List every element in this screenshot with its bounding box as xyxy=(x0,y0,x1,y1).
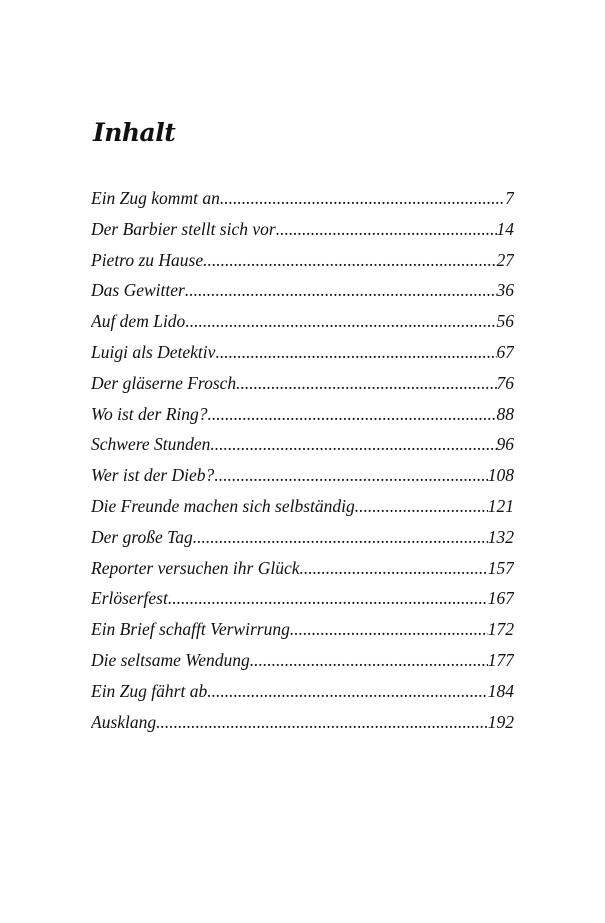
toc-entry-page: 167 xyxy=(487,588,514,609)
toc-entry-page: 172 xyxy=(487,619,514,640)
toc-entry-page: 192 xyxy=(487,711,514,732)
toc-entry-page: 88 xyxy=(496,403,514,424)
toc-entry xyxy=(91,373,514,404)
dot-leader xyxy=(236,373,496,394)
dot-leader xyxy=(215,342,496,363)
toc-entry-page: 121 xyxy=(487,495,514,516)
toc-entry-title: Der gläserne Frosch xyxy=(91,372,237,393)
toc-entry-title: Die Freunde machen sich selbständig xyxy=(91,495,355,516)
dot-leader xyxy=(168,588,488,609)
dot-leader xyxy=(250,650,488,671)
dot-leader xyxy=(156,712,488,733)
toc-entry-page: 14 xyxy=(496,218,514,239)
dot-leader xyxy=(220,188,505,209)
toc-entry xyxy=(91,681,514,712)
toc-entry-page: 177 xyxy=(487,649,514,670)
toc-entry-title: Ein Zug kommt an xyxy=(91,188,220,208)
page-title: Inhalt xyxy=(93,118,176,147)
toc-entry-page: 184 xyxy=(487,680,514,701)
toc-entry-title: Ein Brief schafft Verwirrung xyxy=(91,619,290,640)
toc-entry-title: Erlöserfest xyxy=(91,588,168,609)
dot-leader xyxy=(185,280,497,301)
toc-entry xyxy=(91,619,514,650)
toc-entry-title: Der Barbier stellt sich vor xyxy=(91,218,276,239)
toc-entry xyxy=(91,558,514,589)
toc-entry-title: Die seltsame Wendung xyxy=(91,649,250,670)
toc-entry-title: Ausklang xyxy=(91,711,157,732)
toc-entry xyxy=(91,496,514,527)
toc-entry-title: Der große Tag xyxy=(91,526,193,547)
dot-leader xyxy=(290,619,488,640)
dot-leader xyxy=(214,465,487,486)
toc-entry-title: Ein Zug fährt ab xyxy=(91,680,208,701)
toc-entry-page: 108 xyxy=(487,465,514,486)
toc-entry-page: 36 xyxy=(496,280,514,301)
toc-entry-page: 27 xyxy=(496,249,514,270)
toc-entry-page: 76 xyxy=(496,372,514,393)
toc-entry-page: 96 xyxy=(496,434,514,455)
toc-entry xyxy=(91,588,514,619)
toc-entry xyxy=(91,280,514,311)
toc-entry xyxy=(91,434,514,465)
toc-entry-page: 157 xyxy=(487,557,514,578)
toc-entry xyxy=(91,188,514,219)
dot-leader xyxy=(185,311,496,332)
toc-entry-title: Das Gewitter xyxy=(91,280,185,301)
dot-leader xyxy=(208,404,497,425)
dot-leader xyxy=(193,527,488,548)
dot-leader xyxy=(203,250,496,271)
toc-entry xyxy=(91,311,514,342)
toc-entry xyxy=(91,650,514,681)
dot-leader xyxy=(355,496,488,517)
toc-entry-page: 67 xyxy=(496,341,514,362)
dot-leader xyxy=(276,219,497,240)
toc-entry-page: 132 xyxy=(487,526,514,547)
toc-entry xyxy=(91,250,514,281)
toc-entry-page: 7 xyxy=(505,188,514,208)
toc-entry-title: Luigi als Detektiv xyxy=(91,341,216,362)
table-of-contents xyxy=(91,188,514,742)
toc-entry-title: Auf dem Lido xyxy=(91,311,186,332)
dot-leader xyxy=(299,558,487,579)
toc-entry xyxy=(91,527,514,558)
toc-entry-title: Wer ist der Dieb? xyxy=(91,465,215,486)
toc-entry xyxy=(91,219,514,250)
dot-leader xyxy=(210,434,496,455)
toc-entry xyxy=(91,342,514,373)
toc-entry-title: Pietro zu Hause xyxy=(91,249,204,270)
toc-entry xyxy=(91,465,514,496)
toc-entry-title: Wo ist der Ring? xyxy=(91,403,208,424)
toc-entry-title: Schwere Stunden xyxy=(91,434,211,455)
toc-entry-page: 56 xyxy=(496,311,514,332)
toc-entry xyxy=(91,712,514,743)
toc-entry xyxy=(91,404,514,435)
dot-leader xyxy=(207,681,488,702)
toc-entry-title: Reporter versuchen ihr Glück xyxy=(91,557,300,578)
